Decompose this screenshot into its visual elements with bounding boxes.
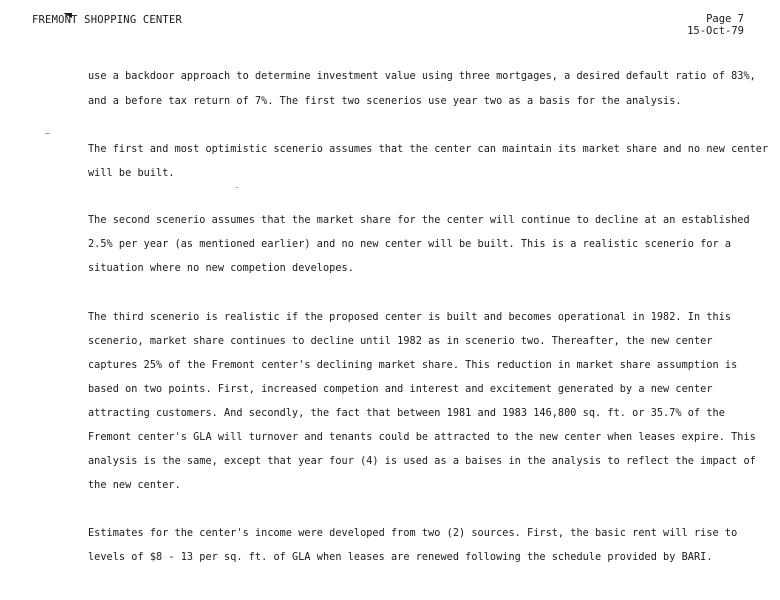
text-line: and a before tax return of 7%. The first two scenerios use year two as a basis for the analysis.: [88, 96, 682, 107]
text-line: 2.5% per year (as mentioned earlier) and no new center will be built. This is a realistic scenerio for a: [88, 239, 732, 250]
text-line: levels of $8 - 13 per sq. ft. of GLA when leases are renewed following the schedule provided by BARI.: [88, 552, 713, 563]
text-line: Estimates for the center's income were developed from two (2) sources. First, the basic rent will rise to: [88, 528, 738, 539]
margin-mark: [236, 187, 238, 188]
text-line: The first and most optimistic scenerio assumes that the center can maintain its market share and no new center: [88, 144, 769, 155]
text-line: the new center.: [88, 480, 181, 491]
page-number: Page 7: [706, 13, 744, 25]
text-line: captures 25% of the Fremont center's declining market share. This reduction in market share assumption is: [88, 360, 738, 371]
document-date: 15-Oct-79: [687, 25, 744, 37]
document-header-right: [687, 13, 744, 37]
text-line: situation where no new competion developes.: [88, 263, 354, 274]
text-line: will be built.: [88, 168, 175, 179]
text-line: scenerio, market share continues to decline until 1982 as in scenerio two. Thereafter, the new center: [88, 336, 713, 347]
text-line: based on two points. First, increased competion and interest and excitement generated by a new center: [88, 384, 713, 395]
text-line: The third scenerio is realistic if the proposed center is built and becomes operational in 1982. In this: [88, 312, 732, 323]
text-line: use a backdoor approach to determine investment value using three mortgages, a desired default ratio of 83%,: [88, 71, 756, 82]
tab-mark-icon: [63, 13, 72, 18]
text-line: The second scenerio assumes that the market share for the center will continue to decline at an established: [88, 215, 750, 226]
margin-mark: [45, 133, 50, 134]
text-line: Fremont center's GLA will turnover and tenants could be attracted to the new center when leases expire. This: [88, 432, 756, 443]
text-line: attracting customers. And secondly, the fact that between 1981 and 1983 146,800 sq. ft. or 35.7% of the: [88, 408, 725, 419]
document-header-title: FREMONT SHOPPING CENTER: [32, 14, 182, 26]
text-line: analysis is the same, except that year four (4) is used as a baises in the analysis to reflect the impact of: [88, 456, 756, 467]
